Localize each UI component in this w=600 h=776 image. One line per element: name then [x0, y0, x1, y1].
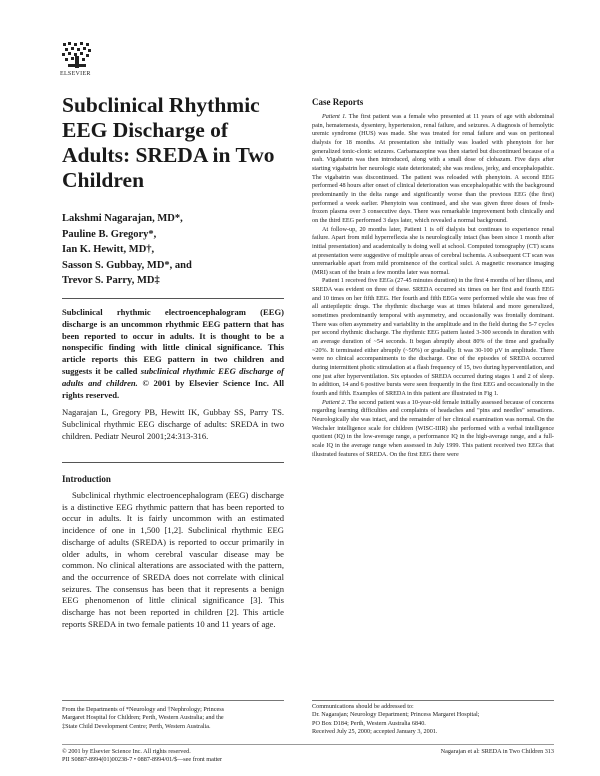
- copyright-block: [62, 748, 222, 764]
- running-footer: Nagarajan et al: SREDA in Two Children 313: [440, 748, 554, 755]
- pii-line: PII S0887-8994(01)00238-7 • 0887-8994/01/$—see front matter: [62, 756, 223, 763]
- author-affiliations: [62, 706, 292, 731]
- case-lead: Patient 2.: [322, 398, 347, 406]
- page-bottom-rule: [62, 744, 554, 745]
- author-name: Trevor S. Parry, MD‡: [62, 275, 160, 286]
- case-text: The first patient was a female who presented at 11 years of age with abdominal pain, hematemesis, dysentery, hypertension, renal failure, and seizures. A diagnosis of hemolytic uremic syndrome (HUS) was made. She was treated for renal failure and was on peritoneal dialysis for 18 months. At presentation she initially was loaded with phenytoin for her generalized tonic-clonic seizures. Carbamazepine was then started but discontinued because of a rash. Vigabatrin was then introduced, along with a small dose of clobazam. Five days after starting vigabatrin her neurologic state deteriorated; she was restless, jerky, and encephalopathic. The vigabatrin was discontinued. The patient was reloaded with phenytoin. A second EEG performed 48 hours after onset of clinical deterioration was encephalopathic with the background predominantly in the delta range and significantly worse than the previous EEG (the first) performed a week earlier. Phenytoin was continued, and she was given three doses of fresh-frozen plasma over 3 consecutive days. There was remarkable improvement both clinically and on the third EEG performed 3 days later, which revealed a normal background.: [312, 113, 554, 224]
- case-text: The second patient was a 10-year-old female initially assessed because of concerns regarding learning difficulties and complaints of headaches and "pins and needles" sensations. Neurologically she was intact, and the remainder of her clinical examination was normal. On the Wechsler intelligence scale for children (WISC-IIIR) she performed with a verbal intelligence quotient (IQ) in the low-average range, a performance IQ in the high-average range, and a full-scale IQ in the average range when assessed in July 1999. This patient received two EEGs that illustrated features of SREDA. On the first EEG there were: [312, 398, 554, 458]
- introduction-heading: Introduction: [62, 474, 111, 484]
- introduction-paragraph: Subclinical rhythmic electroencephalogram (EEG) discharge is a distinctive EEG rhythmic pattern that has been reported to occur in adults. It is fairly uncommon with an estimated incidence of one in 1,500 [1,2]. Subclinical rhythmic EEG discharge of adults (SREDA) is reported to occur primarily in older adults, in whom cerebral vascular disease may be common. No clinical alterations are associated with the pattern, and the occurrence of SREDA does not correlate with clinical seizures. The consensus has been that it represents a benign EEG phenomenon of little clinical significance [3]. This discharge has not been reported in children [2]. This article reports SREDA in two female patients 10 and 11 years of age.: [62, 490, 284, 629]
- case-reports-body: [312, 113, 554, 459]
- case-paragraph: [312, 226, 554, 278]
- abstract: [62, 307, 284, 401]
- author-list: [62, 211, 282, 289]
- case-text: At follow-up, 20 months later, Patient 1 is off dialysis but continues to experience renal failure. Apart from mild hyperreflexia she is neurologically intact (has been since 1 month after initial presentation) and academically is doing well at school. Computed tomography (CT) scans at presentation were suggestive of multiple areas of cerebral ischemia. A subsequent CT scan was unremarkable apart from mild prominence of the cortical sulci. A magnetic resonance imaging (MRI) scan of the brain a few months later was normal.: [312, 225, 554, 276]
- article-title: Subclinical Rhythmic EEG Discharge of Adults: SREDA in Two Children: [62, 93, 275, 192]
- case-paragraph: [312, 399, 554, 460]
- case-paragraph: [312, 113, 554, 226]
- case-text: Patient 1 received five EEGs (27-45 minutes duration) in the first 4 months of her illness, and SREDA was evident on three of these. SREDA occurred six times on her first and fourth EEG and 10 times on her fifth EEG. Her fourth and fifth EEGs were performed while she was free of all antiepileptic drugs. The rhythmic discharge was at times bilateral and more generalized, sometimes predominantly temporal with asymmetry, and occasionally was frontally dominant. There was often asymmetry and variability in the amplitude and in the field during the 5-7 cycles per second rhythmic discharge. The rhythmic EEG pattern lasted 3-300 seconds in duration with an average duration of ~54 seconds. It began abruptly about 80% of the time and gradually ~20%. It terminated either abruptly (~50%) or gradually. It was 30-100 µV in amplitude. There were no clinical accompaniments to the discharge. One of the episodes of SREDA occurred during intermittent photic stimulation at a flash frequency of 15, two during hyperventilation, and one just after hyperventilation. Six episodes of SREDA occurred during stages 1 and 2 of sleep. In addition, 14 and 6 positive bursts were seen frequently in the first EEG and occasionally in the fourth and fifth. Examples of SREDA in this patient are illustrated in Fig 1.: [312, 277, 554, 397]
- case-lead: Patient 1.: [322, 113, 347, 120]
- affiliation-line: ‡State Child Development Centre; Perth, Western Australia.: [62, 722, 211, 730]
- correspondence-line: Communications should be addressed to:: [312, 703, 414, 710]
- abstract-italic-term: subclinical rhythmic EEG discharge of adults and children.: [62, 365, 284, 388]
- copyright-line: © 2001 by Elsevier Science Inc. All rights reserved.: [62, 748, 191, 755]
- correspondence-line: PO Box D184; Perth, Western Australia 6840.: [312, 719, 426, 727]
- correspondence-info: [312, 703, 554, 736]
- affiliation-line: Margaret Hospital for Children; Perth, Western Australia; and the: [62, 714, 224, 722]
- case-paragraph: [312, 277, 554, 398]
- correspondence-line: Received July 25, 2000; accepted January 3, 2001.: [312, 727, 438, 735]
- footnote-rule-right: [312, 700, 554, 701]
- author-name: Ian K. Hewitt, MD†,: [62, 244, 155, 255]
- abstract-bottom-rule: [62, 462, 284, 463]
- footnote-rule-left: [62, 700, 284, 701]
- citation: Nagarajan L, Gregory PB, Hewitt IK, Gubbay SS, Parry TS. Subclinical rhythmic EEG discharge of adults: SREDA in two children. Pediatr Neurol 2001;24:313-316.: [62, 407, 284, 441]
- correspondence-line: Dr. Nagarajan; Neurology Department; Princess Margaret Hospital;: [312, 711, 480, 719]
- case-reports-heading: Case Reports: [312, 97, 364, 107]
- author-name: Sasson S. Gubbay, MD*, and: [62, 259, 192, 271]
- affiliation-line: From the Departments of *Neurology and †Nephrology; Princess: [62, 706, 225, 713]
- author-name: Lakshmi Nagarajan, MD*,: [62, 213, 183, 224]
- abstract-top-rule: [62, 298, 284, 299]
- abstract-copyright: © 2001 by Elsevier Science Inc. All rights reserved.: [62, 377, 284, 400]
- abstract-text: Subclinical rhythmic electroencephalogram (EEG) discharge is an uncommon rhythmic EEG pattern that has been reported to occur in adults. It is thought to be a nonspecific finding with little clinical significance. This article reports this EEG pattern in two children and suggests it be called: [62, 307, 284, 376]
- publisher-logo-text: ELSEVIER: [60, 71, 91, 77]
- author-name: Pauline B. Gregory*,: [62, 228, 157, 240]
